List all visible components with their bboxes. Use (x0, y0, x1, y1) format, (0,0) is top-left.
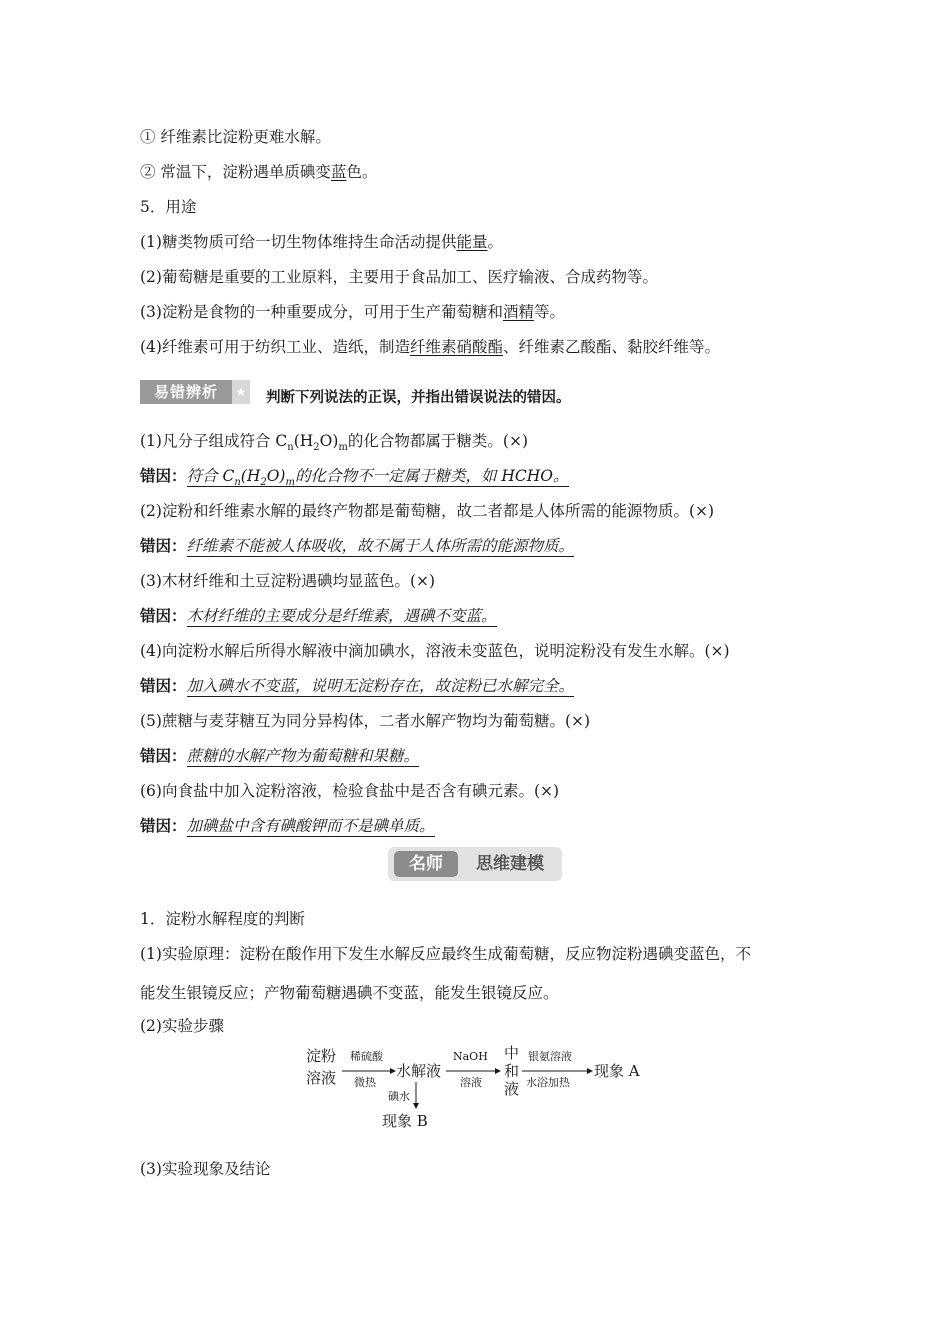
question-line: (5)蔗糖与麦芽糖互为同分异构体，二者水解产物均为葡萄糖。(×) (140, 712, 591, 730)
text-line: (3)淀粉是食物的一种重要成分，可用于生产葡萄糖和酒精等。 (140, 303, 565, 321)
flow-start-1: 淀粉 (306, 1047, 337, 1065)
flow-neutral-1: 中 (504, 1044, 520, 1062)
reason-line: 错因：加碘盐中含有碘酸钾而不是碘单质。 (140, 816, 435, 835)
experiment-flow-diagram (300, 1040, 660, 1140)
question-line: (2)淀粉和纤维素水解的最终产物都是葡萄糖，故二者都是人体所需的能源物质。(×) (140, 502, 715, 520)
section-heading: 1．淀粉水解程度的判断 (140, 910, 305, 928)
arrow1-bottom: 微热 (354, 1076, 376, 1089)
arrow2-top: NaOH (453, 1050, 488, 1063)
reason-line: 错因：木材纤维的主要成分是纤维素，遇碘不变蓝。 (140, 606, 497, 625)
reason-line: 错因：蔗糖的水解产物为葡萄糖和果糖。 (140, 746, 420, 765)
badge-title: 判断下列说法的正误，并指出错误说法的错因。 (266, 390, 571, 406)
arrow3-top: 银氨溶液 (528, 1050, 572, 1063)
text-line: (1)糖类物质可给一切生物体维持生命活动提供能量。 (140, 233, 503, 251)
flow-mid: 水解液 (396, 1062, 442, 1080)
text-line: (3)实验现象及结论 (140, 1160, 271, 1178)
reason-line: 错因：纤维素不能被人体吸收，故不属于人体所需的能源物质。 (140, 536, 575, 555)
arrow-down-label: 碘水 (388, 1090, 410, 1103)
star-icon: ★ (232, 380, 250, 404)
banner-right: 思维建模 (476, 854, 544, 874)
text-line: 能发生银镜反应；产物葡萄糖遇碘不变蓝，能发生银镜反应。 (140, 984, 559, 1002)
flow-neutral-3: 液 (504, 1080, 520, 1098)
flow-result-a: 现象 A (594, 1062, 640, 1080)
text-line: (2)实验步骤 (140, 1017, 224, 1035)
flow-start-2: 溶液 (306, 1069, 337, 1087)
text-line: (4)纤维素可用于纺织工业、造纸，制造纤维素硝酸酯、纤维素乙酸酯、黏胶纤维等。 (140, 338, 720, 356)
reason-line: 错因：加入碘水不变蓝，说明无淀粉存在，故淀粉已水解完全。 (140, 676, 575, 695)
question-line: (6)向食盐中加入淀粉溶液，检验食盐中是否含有碘元素。(×) (140, 782, 560, 800)
text-line: (2)葡萄糖是重要的工业原料，主要用于食品加工、医疗输液、合成药物等。 (140, 268, 658, 286)
arrow1-top: 稀硫酸 (350, 1050, 383, 1063)
text-line: (1)实验原理：淀粉在酸作用下发生水解反应最终生成葡萄糖，反应物淀粉遇碘变蓝色，不 (140, 945, 751, 963)
arrow2-bottom: 溶液 (460, 1076, 482, 1089)
reason-line: 错因：符合 $C_n(H_2O)_m$的化合物不一定属于糖类，如 HCHO。 (140, 466, 569, 489)
arrow3-bottom: 水浴加热 (526, 1076, 570, 1089)
error-analysis-badge (140, 380, 252, 406)
text-line: ② 常温下，淀粉遇单质碘变蓝色。 (140, 163, 378, 181)
question-line: (1)凡分子组成符合 $C_n(H_2O)_m$的化合物都属于糖类。(×) (140, 432, 528, 454)
question-line: (3)木材纤维和土豆淀粉遇碘均显蓝色。(×) (140, 572, 436, 590)
section-banner (388, 847, 562, 881)
question-line: (4)向淀粉水解后所得水解液中滴加碘水，溶液未变蓝色，说明淀粉没有发生水解。(×) (140, 642, 730, 660)
flow-result-b: 现象 B (382, 1112, 428, 1130)
text-line: ① 纤维素比淀粉更难水解。 (140, 128, 331, 146)
banner-left: 名师 (394, 851, 458, 877)
flow-neutral-2: 和 (504, 1062, 520, 1080)
badge-label: 易错辨析 (140, 380, 232, 404)
section-heading: 5．用途 (140, 198, 197, 216)
